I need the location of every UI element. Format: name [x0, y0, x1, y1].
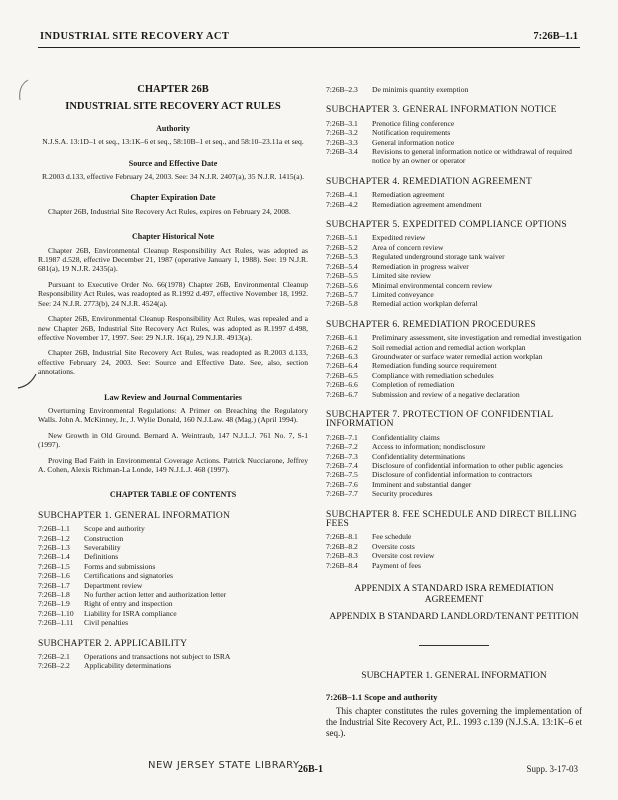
toc-subchapter-heading[interactable]: SUBCHAPTER 2. APPLICABILITY: [38, 638, 188, 649]
history-paragraph: Chapter 26B, Environmental Cleanup Responsibility Act Rules, was repealed and a new Chapter 26B, Industrial Site Recovery Act Rules, was adopted as R.1997 d.498, effective November 17, 1997. See: 29 N.J.R. 16(a), 29 N.J.R. 4913(a).: [38, 314, 308, 342]
toc-item-number: 7:26B–8.1: [326, 532, 358, 542]
toc-item-title: Limited conveyance: [372, 289, 434, 299]
toc-item-number: 7:26B–5.5: [326, 271, 358, 281]
toc-item-title: Payment of fees: [372, 560, 421, 570]
appendix-b[interactable]: APPENDIX B STANDARD LANDLORD/TENANT PETITION: [329, 612, 579, 623]
expiration-heading: Chapter Expiration Date: [130, 193, 216, 203]
toc-item-title: Confidentiality determinations: [372, 451, 466, 461]
toc-item-title: Confidentiality claims: [372, 432, 440, 442]
toc-item-number: 7:26B–5.3: [326, 252, 358, 262]
law-review-entry: Overturning Environmental Regulations: A Primer on Breaching the Regulatory Walls. John A. McKinney, Jr., J. Wylie Donald, 160 N.J.Law. 48 (Mag.) (April 1994).: [38, 405, 308, 425]
toc-item[interactable]: [326, 119, 582, 128]
toc-subchapter-heading[interactable]: SUBCHAPTER 1. GENERAL INFORMATION: [38, 510, 231, 521]
toc-item-title: Access to information; nondisclosure: [372, 442, 486, 452]
toc-item-number: 7:26B–1.10: [38, 608, 74, 618]
header-rule: [38, 47, 580, 48]
toc-item-title: No further action letter and authorization letter: [84, 590, 227, 600]
toc-item[interactable]: [38, 571, 308, 580]
toc-item-title: Civil penalties: [84, 618, 129, 628]
toc-item-number: 7:26B–8.3: [326, 551, 358, 561]
toc-subchapter-heading[interactable]: SUBCHAPTER 7. PROTECTION OF CONFIDENTIAL INFORMATION: [326, 409, 553, 430]
toc-item-number: 7:26B–6.1: [326, 333, 358, 343]
toc-item-title: Expedited review: [372, 233, 426, 243]
header-code: 7:26B–1.1: [533, 31, 578, 42]
toc-item[interactable]: [326, 200, 582, 209]
source-text: R.2003 d.133, effective February 24, 2003. See: 34 N.J.R. 2407(a), 35 N.J.R. 1415(a).: [41, 172, 304, 182]
toc-item[interactable]: [326, 299, 582, 308]
chapter-title: CHAPTER 26B: [137, 84, 209, 95]
toc-item-number: 7:26B–6.2: [326, 342, 358, 352]
toc-item-title: Revisions to general information notice or withdrawal of required notice by an owner or operator: [372, 147, 572, 166]
toc-item-title: Applicability determinations: [84, 661, 172, 671]
toc-item-title: Compliance with remediation schedules: [372, 370, 494, 380]
toc-item-number: 7:26B–3.3: [326, 137, 358, 147]
toc-item-title: Oversite cost review: [372, 551, 435, 561]
toc-item-number: 7:26B–2.2: [38, 661, 70, 671]
toc-item-number: 7:26B–8.4: [326, 560, 358, 570]
toc-item-number: 7:26B–1.2: [38, 533, 70, 543]
toc-item[interactable]: [326, 461, 582, 470]
toc-item[interactable]: [326, 233, 582, 242]
toc-subchapter-heading[interactable]: SUBCHAPTER 5. EXPEDITED COMPLIANCE OPTIONS: [326, 220, 567, 231]
toc-subchapter-heading[interactable]: SUBCHAPTER 4. REMEDIATION AGREEMENT: [326, 176, 532, 187]
toc-item-number: 7:26B–6.6: [326, 380, 358, 390]
toc-item-title: Disclosure of confidential information to contractors: [372, 470, 533, 480]
toc-item-title: Soil remedial action and remedial action workplan: [372, 342, 526, 352]
toc-item[interactable]: [326, 371, 582, 380]
history-paragraph: Chapter 26B, Industrial Site Recovery Act Rules, was readopted as R.2003 d.133, effective February 24, 2003. See: Source and Effective Date. See, also, section annotations.: [38, 348, 308, 377]
header-title: INDUSTRIAL SITE RECOVERY ACT: [40, 31, 230, 42]
history-paragraph: Chapter 26B, Environmental Cleanup Responsibility Act Rules, was adopted as R.1987 d.528, effective December 21, 1987 (operative January 1, 1988). See: 19 N.J.R. 681(a), 19 N.J.R. 2435(a).: [38, 245, 308, 274]
toc-item-title: Groundwater or surface water remedial action workplan: [372, 351, 543, 361]
toc-item-title: Remedial action workplan deferral: [372, 299, 478, 309]
toc-item[interactable]: [326, 532, 582, 541]
toc-item-title: Severability: [84, 543, 121, 552]
rule-text: This chapter constitutes the rules governing the implementation of the Industrial Site Recovery Act, P.L. 1993 c.139 (N.J.S.A. 13:1K–6 et seq.).: [326, 705, 582, 738]
toc-item-title: Imminent and substantial danger: [372, 479, 472, 489]
toc-item-title: Regulated underground storage tank waiver: [372, 252, 505, 262]
toc-item-title: Oversite costs: [372, 541, 415, 551]
law-review-entry: New Growth in Old Ground. Bernard A. Weintraub, 147 N.J.L.J. 761 No. 7, S-1 (1997).: [38, 430, 308, 450]
toc-item-number: 7:26B–6.3: [326, 351, 358, 361]
toc-item-number: 7:26B–4.1: [326, 190, 358, 200]
expiration-text: Chapter 26B, Industrial Site Recovery Act Rules, expires on February 24, 2008.: [48, 206, 291, 216]
toc-item-number: 7:26B–1.7: [38, 580, 70, 590]
toc-item[interactable]: [326, 138, 582, 147]
toc-item[interactable]: [326, 281, 582, 290]
toc-item-title: Limited site review: [372, 271, 432, 281]
toc-right: [326, 106, 582, 570]
toc-item-number: 7:26B–7.7: [326, 489, 358, 499]
toc-item[interactable]: [326, 128, 582, 137]
toc-item-title: Area of concern review: [372, 242, 444, 252]
toc-item-number: 7:26B–8.2: [326, 541, 358, 551]
law-review-heading: Law Review and Journal Commentaries: [104, 392, 242, 402]
toc-item-title: Remediation funding source requirement: [372, 361, 497, 371]
toc-item-number: 7:26B–1.9: [38, 599, 70, 609]
toc-item-title: Remediation agreement: [372, 190, 445, 200]
source-heading: Source and Effective Date: [128, 158, 218, 168]
toc-item-number: 7:26B–5.7: [326, 289, 358, 299]
appendix-a[interactable]: APPENDIX A STANDARD ISRA REMEDIATION AGREEMENT: [354, 584, 554, 606]
toc-item[interactable]: [326, 433, 582, 442]
toc-item-title: Certifications and signatories: [84, 571, 173, 581]
toc-item[interactable]: [326, 452, 582, 461]
toc-item[interactable]: [326, 290, 582, 299]
history-heading: Chapter Historical Note: [131, 232, 215, 242]
toc-item-title: Minimal environmental concern review: [372, 280, 493, 290]
toc-item-title: Fee schedule: [372, 532, 412, 542]
toc-item-number: 7:26B–6.4: [326, 361, 358, 371]
history-paragraph: Pursuant to Executive Order No. 66(1978) Chapter 26B, Environmental Cleanup Responsibility Act Rules, was readopted as R.1992 d.497, effective November 18, 1992. See: 24 N.J.R. 2773(b), 24 N.J.R. 4524(a).: [38, 279, 308, 308]
toc-item-title: Security procedures: [372, 489, 433, 499]
rule-heading: 7:26B–1.1 Scope and authority: [326, 692, 438, 703]
toc-item[interactable]: [38, 609, 308, 618]
toc-item[interactable]: [326, 542, 582, 551]
toc-item-number: 7:26B–1.4: [38, 552, 70, 562]
toc-item-number: 7:26B–7.5: [326, 470, 358, 480]
toc-subchapter-heading[interactable]: SUBCHAPTER 6. REMEDIATION PROCEDURES: [326, 319, 536, 330]
toc-item-number: 7:26B–3.4: [326, 147, 358, 157]
toc-item-title: General information notice: [372, 137, 455, 147]
toc-item-number: 7:26B–5.4: [326, 261, 358, 271]
toc-item[interactable]: [326, 352, 582, 361]
toc-item[interactable]: [326, 271, 582, 280]
toc-item[interactable]: [38, 552, 308, 561]
toc-item[interactable]: [326, 85, 582, 94]
toc-item[interactable]: [326, 243, 582, 252]
toc-item-number: 7:26B–5.1: [326, 233, 358, 243]
authority-text: N.J.S.A. 13:1D–1 et seq., 13:1K–6 et seq., 58:10B–1 et seq., and 58:10–23.11a et seq.: [42, 137, 304, 147]
toc-item-title: Definitions: [84, 552, 119, 562]
toc-item-number: 7:26B–1.11: [38, 618, 74, 628]
toc-item[interactable]: [38, 599, 308, 608]
toc-item-number: 7:26B–7.4: [326, 461, 358, 470]
toc-item-number: 7:26B–1.1: [38, 524, 70, 534]
toc-heading: CHAPTER TABLE OF CONTENTS: [109, 490, 237, 500]
toc-item[interactable]: [326, 190, 582, 199]
toc-item[interactable]: [326, 380, 582, 389]
toc-item-title: Notification requirements: [372, 128, 451, 138]
toc-item[interactable]: [326, 489, 582, 498]
toc-item-number: 7:26B–1.5: [38, 561, 70, 571]
margin-mark-icon: [14, 76, 32, 104]
toc-item-number: 7:26B–4.2: [326, 199, 358, 209]
toc-item-title: Prenotice filing conference: [372, 118, 455, 128]
toc-item[interactable]: [38, 652, 308, 661]
toc-item-number: 7:26B–2.1: [38, 652, 70, 662]
toc-item[interactable]: [326, 442, 582, 451]
toc-item-number: 7:26B–1.6: [38, 571, 70, 581]
margin-mark-icon: [16, 372, 38, 390]
right-column: [326, 85, 582, 739]
chapter-subtitle: INDUSTRIAL SITE RECOVERY ACT RULES: [65, 101, 281, 113]
toc-item[interactable]: [38, 590, 308, 599]
toc-item[interactable]: [38, 661, 308, 670]
toc-item-number: 7:26B–2.3: [326, 85, 358, 94]
toc-item-number: 7:26B–7.6: [326, 479, 358, 489]
toc-item[interactable]: [326, 390, 582, 399]
toc-item-number: 7:26B–7.1: [326, 432, 358, 442]
toc-item-title: Submission and review of a negative declaration: [372, 389, 520, 399]
toc-item-number: 7:26B–5.6: [326, 280, 358, 290]
toc-item-number: 7:26B–7.2: [326, 442, 358, 452]
toc-item[interactable]: [326, 343, 582, 352]
toc-item-number: 7:26B–7.3: [326, 451, 358, 461]
toc-item-title: Department review: [84, 580, 143, 590]
toc-item-title: Remediation in progress waiver: [372, 261, 469, 271]
toc-item-title: Scope and authority: [84, 524, 145, 534]
toc-item[interactable]: [326, 333, 582, 342]
toc-item-title: Preliminary assessment, site investigation and remedial investigation: [372, 333, 582, 343]
toc-item[interactable]: [38, 562, 308, 571]
toc-item[interactable]: [326, 480, 582, 489]
toc-item[interactable]: [38, 543, 308, 552]
toc-item-title: Liability for ISRA compliance: [84, 608, 177, 618]
toc-item[interactable]: [38, 524, 308, 533]
toc-item-number: 7:26B–5.2: [326, 242, 358, 252]
toc-item-title: Forms and submissions: [84, 561, 156, 571]
toc-subchapter-heading[interactable]: SUBCHAPTER 3. GENERAL INFORMATION NOTICE: [326, 105, 557, 116]
toc-item-title: Disclosure of confidential information to other public agencies: [372, 461, 563, 470]
toc-item-title: Remediation agreement amendment: [372, 199, 482, 209]
toc-item[interactable]: [326, 551, 582, 560]
toc-left: [38, 512, 308, 671]
toc-item-number: 7:26B–1.3: [38, 543, 70, 552]
left-column: [38, 85, 308, 671]
toc-item-number: 7:26B–3.2: [326, 128, 358, 138]
toc-item[interactable]: [326, 252, 582, 261]
toc-item[interactable]: [326, 361, 582, 370]
toc-item-title: Completion of remediation: [372, 380, 455, 390]
authority-heading: Authority: [156, 123, 190, 133]
supplement-date: Supp. 3-17-03: [526, 764, 578, 774]
toc-item-title: Operations and transactions not subject to ISRA: [84, 652, 231, 662]
toc-item-title: Right of entry and inspection: [84, 599, 173, 609]
toc-item[interactable]: [38, 618, 308, 627]
toc-item-number: 7:26B–3.1: [326, 118, 358, 128]
toc-item[interactable]: [326, 147, 582, 166]
toc-item-number: 7:26B–5.8: [326, 299, 358, 309]
page-number: 26B-1: [298, 764, 323, 775]
body-subchapter-heading: SUBCHAPTER 1. GENERAL INFORMATION: [361, 671, 547, 682]
toc-item-title: Construction: [84, 533, 124, 543]
section-divider: [419, 645, 489, 646]
toc-item-number: 7:26B–1.8: [38, 590, 70, 600]
toc-item-title: De minimis quantity exemption: [372, 85, 469, 94]
toc-item-number: 7:26B–6.7: [326, 389, 358, 399]
toc-item[interactable]: [38, 534, 308, 543]
toc-item[interactable]: [326, 262, 582, 271]
toc-item-number: 7:26B–6.5: [326, 370, 358, 380]
library-stamp: NEW JERSEY STATE LIBRARY: [148, 760, 300, 771]
toc-item[interactable]: [38, 581, 308, 590]
law-review-entry: Proving Bad Faith in Environmental Coverage Actions. Patrick Nucciarone, Jeffrey A. Cohen, Alexis Richman-La Londe, 149 N.J.L.J. 468 (1997).: [38, 455, 308, 474]
toc-subchapter-heading[interactable]: SUBCHAPTER 8. FEE SCHEDULE AND DIRECT BILLING FEES: [326, 509, 577, 530]
toc-item[interactable]: [326, 470, 582, 479]
toc-item[interactable]: [326, 561, 582, 570]
